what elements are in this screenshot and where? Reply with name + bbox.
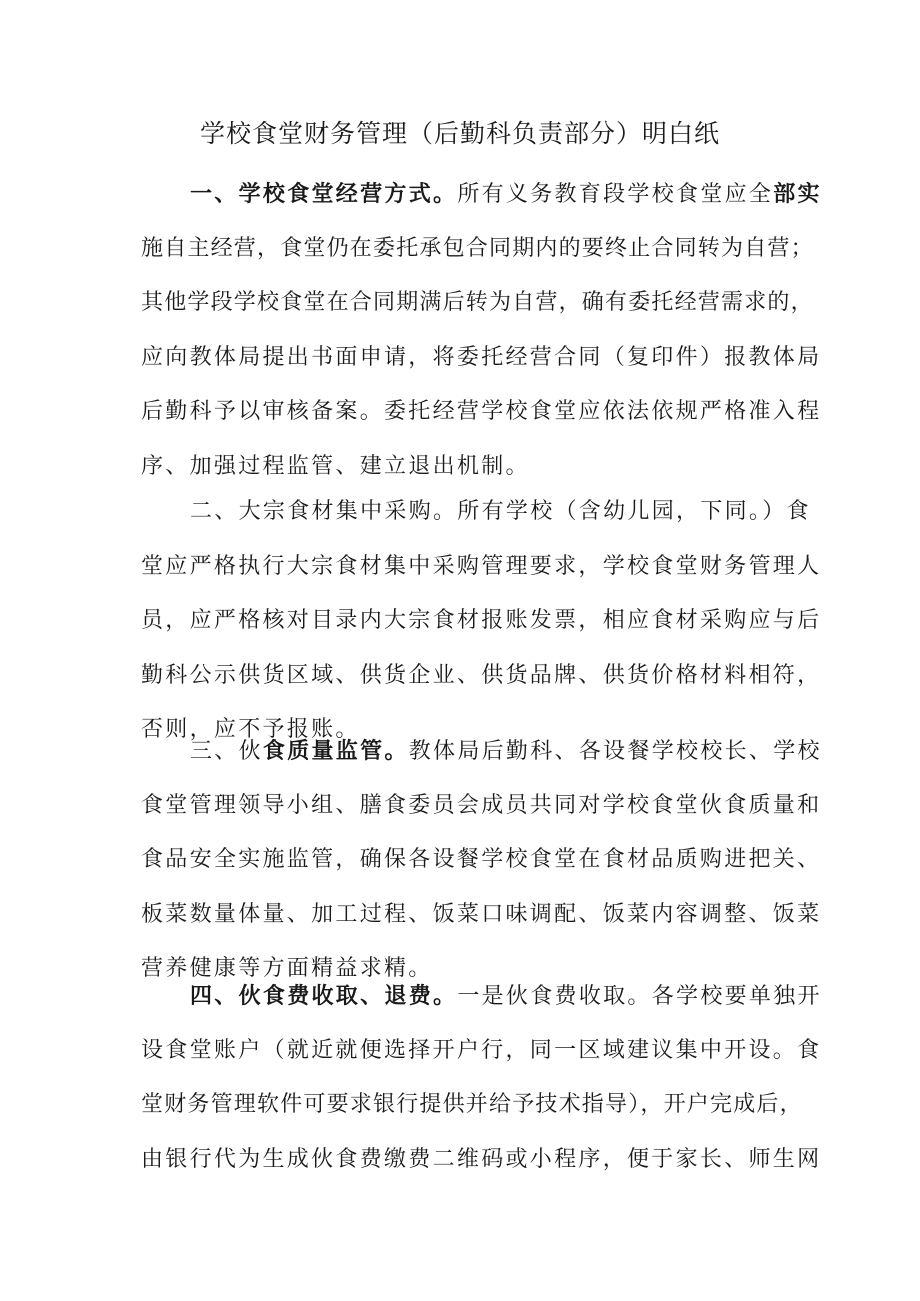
section-4-line-4: 由银行代为生成伙食费缴费二维码或小程序，便于家长、师生网 — [141, 1146, 822, 1172]
section-3-line-1-text: 教体局后勤科、各设餐学校校长、学校 — [408, 739, 822, 764]
section-3-line-1-start: 三、伙 — [190, 739, 263, 764]
section-2-line-2: 堂应严格执行大宗食材集中采购管理要求，学校食堂财务管理人 — [141, 553, 822, 579]
document-title: 学校食堂财务管理（后勤科负责部分）明白纸 — [199, 119, 720, 148]
section-4-line-1-text: 一是伙食费收取。各学校要单独开 — [457, 984, 822, 1009]
section-2-line-4: 勤科公示供货区域、供货企业、供货品牌、供货价格材料相符， — [141, 662, 822, 688]
section-3-line-4: 板菜数量体量、加工过程、饭菜口味调配、饭菜内容调整、饭菜 — [141, 901, 822, 927]
section-1-business-mode — [141, 167, 822, 494]
section-1-heading: 一、学校食堂经营方式。 — [190, 181, 458, 207]
section-2-centralized-procurement — [141, 485, 822, 758]
section-2-line-1: 二、大宗食材集中采购。所有学校（含幼儿园，下同。）食 — [190, 499, 811, 524]
section-1-line-1 — [141, 167, 822, 222]
section-1-line-6: 序、加强过程监管、建立退出机制。 — [141, 453, 530, 479]
section-3-line-1 — [141, 724, 822, 779]
section-1-line-2: 施自主经营，食堂仍在委托承包合同期内的要终止合同转为自营； — [141, 235, 814, 261]
section-1-line-4: 应向教体局提出书面申请，将委托经营合同（复印件）报教体局 — [141, 344, 822, 370]
section-2-line-5: 否则，应不予报账。 — [141, 717, 360, 742]
section-1-line-1-text: 所有义务教育段学校食堂应全 — [457, 182, 774, 207]
section-4-line-2: 设食堂账户（就近就便选择开户行，同一区域建议集中开设。食 — [141, 1037, 822, 1063]
section-3-heading: 食质量监管。 — [262, 738, 409, 764]
section-4-line-1 — [141, 969, 822, 1024]
section-1-line-1-bold-end: 部实 — [773, 181, 822, 207]
section-4-heading: 四、伙食费收取、退费。 — [190, 983, 458, 1009]
section-1-line-3: 其他学段学校食堂在合同期满后转为自营，确有委托经营需求的， — [141, 290, 814, 315]
section-2-line-3: 员，应严格核对目录内大宗食材报账发票，相应食材采购应与后 — [141, 608, 822, 633]
section-1-line-5: 后勤科予以审核备案。委托经营学校食堂应依法依规严格准入程 — [141, 399, 822, 424]
section-4-line-3: 堂财务管理软件可要求银行提供并给予技术指导），开户完成后， — [141, 1092, 803, 1117]
section-3-line-5: 营养健康等方面精益求精。 — [141, 956, 433, 981]
section-4-meal-fees — [141, 969, 822, 1187]
section-3-line-3: 食品安全实施监管，确保各设餐学校食堂在食材品质购进把关、 — [141, 847, 822, 872]
section-3-line-2: 食堂管理领导小组、膳食委员会成员共同对学校食堂伙食质量和 — [141, 792, 822, 818]
